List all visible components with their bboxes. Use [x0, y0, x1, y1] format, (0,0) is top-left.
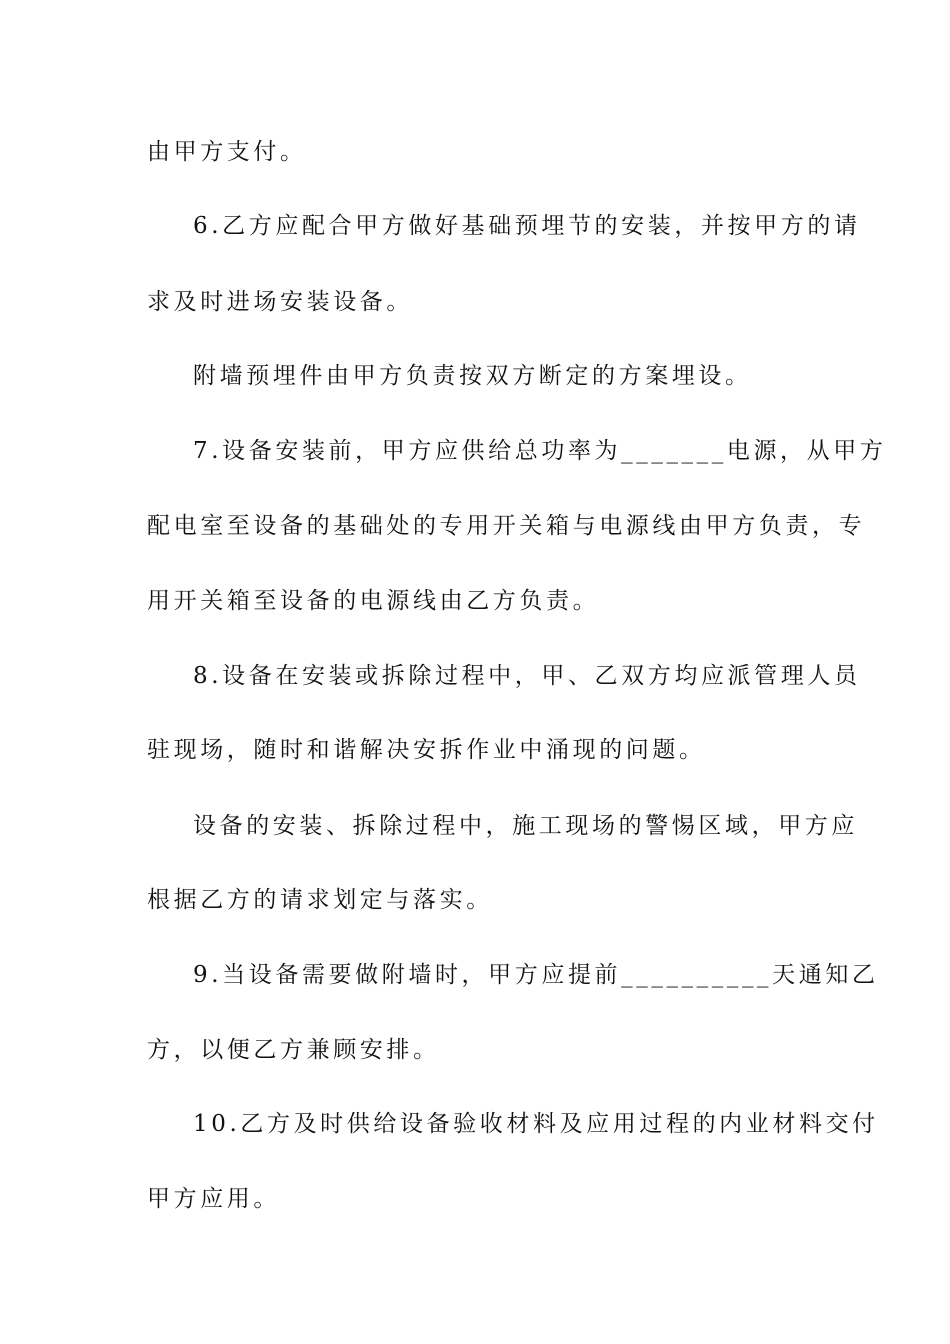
- clause-8-line: 8.设备在安装或拆除过程中，甲、乙双方均应派管理人员: [193, 663, 861, 689]
- body-text-line: 根据乙方的请求划定与落实。: [147, 887, 493, 913]
- paragraph-start-line: 设备的安装、拆除过程中，施工现场的警惕区域，甲方应: [193, 813, 858, 839]
- clause-10-line: 10.乙方及时供给设备验收材料及应用过程的内业材料交付: [193, 1111, 879, 1137]
- paragraph-start-line: 附墙预埋件由甲方负责按双方断定的方案埋设。: [193, 363, 752, 389]
- clause-9-line: 9.当设备需要做附墙时，甲方应提前__________天通知乙: [193, 962, 879, 988]
- body-text-line: 由甲方支付。: [147, 139, 307, 165]
- body-text-line: 求及时进场安装设备。: [147, 289, 413, 315]
- body-text-line: 用开关箱至设备的电源线由乙方负责。: [147, 588, 600, 614]
- body-text-line: 甲方应用。: [147, 1186, 280, 1212]
- clause-6-line: 6.乙方应配合甲方做好基础预埋节的安装，并按甲方的请: [193, 213, 861, 239]
- body-text-line: 配电室至设备的基础处的专用开关箱与电源线由甲方负责，专: [147, 513, 866, 539]
- clause-7-line: 7.设备安装前，甲方应供给总功率为_______电源，从甲方: [193, 438, 887, 464]
- body-text-line: 驻现场，随时和谐解决安拆作业中涌现的问题。: [147, 737, 706, 763]
- body-text-line: 方，以便乙方兼顾安排。: [147, 1037, 440, 1063]
